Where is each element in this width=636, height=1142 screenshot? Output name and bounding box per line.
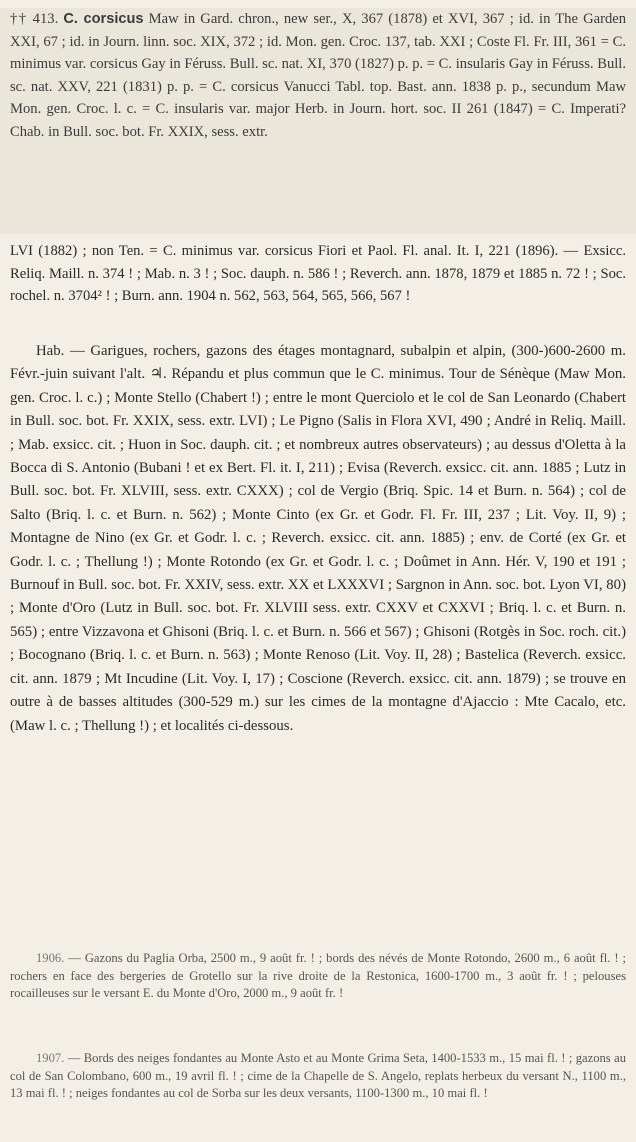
- observation-year: 1907.: [36, 1051, 65, 1065]
- species-entry: [0, 8, 636, 234]
- observation-text: — Bords des neiges fondantes au Monte Asto et au Monte Grima Seta, 1400-1533 m., 15 mai fl. ! ; gazons au col de San Colombano, 600 m., 19 avril fl. ! ; cime de la Chapelle de S. Angelo, replats herbeux du versant N., 1100 m., 13 mai fl. ! ; neiges fondantes au col de Sorba sur les deux versants, 1100-1300 m., 10 mai fl. !: [10, 1051, 626, 1101]
- observation-1907: [10, 1050, 626, 1142]
- entry-marker: †† 413.: [10, 11, 59, 27]
- observation-paragraph: [10, 950, 626, 1003]
- habitat-paragraph: Hab. — Garigues, rochers, gazons des étages montagnard, subalpin et alpin, (300-)600-2600 m. Févr.-juin suivant l'alt. ♃. Répandu et plus commun que le C. minimus. Tour de Sénèque (Maw Mon. gen. Croc. l. c.) ; Monte Stello (Chabert !) ; entre le mont Querciolo et le col de San Leonardo (Chabert in Bull. soc. bot. Fr. XXIX, sess. extr. LVI) ; Le Pigno (Salis in Flora XVI, 490 ; André in Reliq. Maill. ; Mab. exsicc. cit. ; Huon in Soc. dauph. cit. ; et nombreux autres observateurs) ; au dessus d'Oletta à la Bocca di S. Antonio (Bubani ! et ex Bert. Fl. it. I, 211) ; Evisa (Reverch. exsicc. cit. ann. 1885 ; Lutz in Bull. soc. bot. Fr. XLVIII, sess. extr. CXXX) ; col de Vergio (Briq. Spic. 14 et Burn. n. 564) ; col de Salto (Briq. l. c. et Burn. n. 562) ; Monte Cinto (ex Gr. et Godr. Fl. Fr. III, 237 ; Lit. Voy. II, 9) ; Montagne de Nino (ex Gr. et Godr. l. c. ; Reverch. exsicc. cit. ann. 1885) ; env. de Corté (ex Gr. et Godr. l. c. ; Thellung !) ; Monte Rotondo (ex Gr. et Godr. l. c. ; Doûmet in Ann. Hér. V, 190 et 191 ; Burnouf in Bull. soc. bot. Fr. XXIV, sess. extr. XX et LXXXVI ; Sargnon in Ann. soc. bot. Lyon VI, 80) ; Monte d'Oro (Lutz in Bull. soc. bot. Fr. XLVIII sess. extr. CXXV et CXXVI ; Briq. l. c. et Burn. n. 565) ; entre Vizzavona et Ghisoni (Briq. l. c. et Burn. n. 566 et 567) ; Ghisoni (Rotgès in Soc. roch. cit.) ; Bocognano (Briq. l. c. et Burn. n. 563) ; Monte Renoso (Lit. Voy. II, 28) ; Bastelica (Reverch. exsicc. cit. ann. 1879 ; Mt Incudine (Lit. Voy. I, 17) ; Coscione (Reverch. exsicc. cit. ann. 1879) ; se trouve en outre à de basses altitudes (300-529 m.) sur les cimes de la montagne d'Ajaccio : Mte Cacalo, etc. (Maw l. c. ; Thellung !) ; et localités ci-dessous.: [10, 343, 626, 734]
- observation-1906: [10, 950, 626, 1040]
- observation-year: 1906.: [36, 951, 65, 965]
- continuation-paragraph: LVI (1882) ; non Ten. = C. minimus var. corsicus Fiori et Paol. Fl. anal. It. I, 221 (1896). — Exsicc. Reliq. Maill. n. 374 ! ; Mab. n. 3 ! ; Soc. dauph. n. 586 ! ; Reverch. ann. 1878, 1879 et 1885 n. 72 ! ; Soc. rochel. n. 3704² ! ; Burn. ann. 1904 n. 562, 563, 564, 565, 566, 567 !: [10, 243, 626, 305]
- observation-text: — Gazons du Paglia Orba, 2500 m., 9 août fr. ! ; bords des névés de Monte Rotondo, 2600 m., 6 août fl. ! ; rochers en face des bergeries de Grotello sur la rive droite de la Restonica, 1600-1700 m., 3 août fr. ! ; pelouses rocailleuses sur le versant E. du Monte d'Oro, 2000 m., 9 août fr. !: [10, 951, 626, 1001]
- observation-paragraph: [10, 1050, 626, 1103]
- synonymy-continuation: [10, 234, 626, 332]
- habitat-section: [10, 340, 626, 938]
- synonymy-text: Maw in Gard. chron., new ser., X, 367 (1878) et XVI, 367 ; id. in The Garden XXI, 67 ; id. in Journ. linn. soc. XIX, 372 ; id. Mon. gen. Croc. 137, tab. XXI ; Coste Fl. Fr. III, 361 = C. minimus var. corsicus Gay in Féruss. Bull. sc. nat. XI, 370 (1827) p. p. = C. insularis Gay in Féruss. Bull. sc. nat. XXV, 221 (1831) p. p. = C. corsicus Vanucci Tabl. top. Bast. ann. 1838 p. p., secundum Maw Mon. gen. Croc. l. c. = C. insularis var. major Herb. in Journ. hort. soc. II 261 (1847) = C. Imperati? Chab. in Bull. soc. bot. Fr. XXIX, sess. extr.: [10, 11, 627, 140]
- species-name: C. corsicus: [63, 11, 144, 27]
- species-entry-paragraph: [10, 8, 626, 144]
